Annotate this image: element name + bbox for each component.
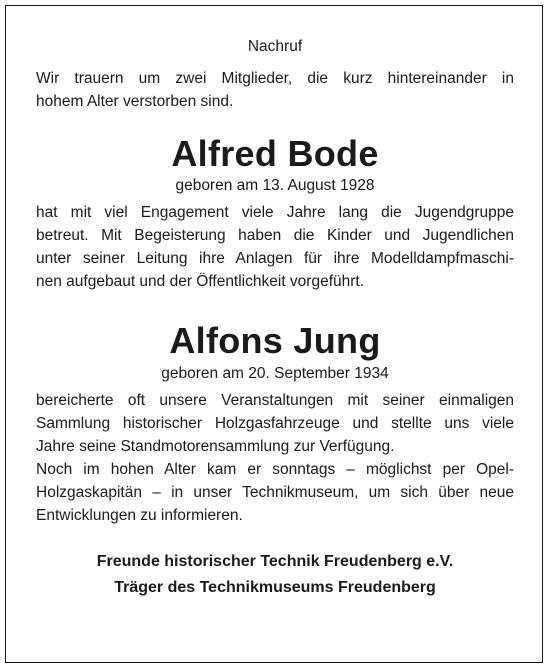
person2-line: Sammlung historischer Holzgasfahrzeuge und stellte uns viele <box>36 415 514 432</box>
person1-paragraph <box>36 201 514 293</box>
person2-name: Alfons Jung <box>169 320 381 361</box>
person2-line: Holzgaskapitän – in unser Technikmuseum, um sich über neue <box>36 484 514 501</box>
organization-name: Freunde historischer Technik Freudenberg e.V. <box>96 553 454 570</box>
person1-name: Alfred Bode <box>171 133 379 174</box>
intro-line: hohem Alter verstorben sind. <box>36 93 234 110</box>
person2-paragraph <box>36 389 514 527</box>
signature-block <box>36 549 514 601</box>
person1-line: hat mit viel Engagement viele Jahre lang die Jugendgruppe <box>36 204 514 221</box>
person2-line: bereicherte oft unsere Veranstaltungen mit seiner einmaligen <box>36 392 514 409</box>
person1-birthdate: geboren am 13. August 1928 <box>175 177 375 194</box>
person2-birthdate: geboren am 20. September 1934 <box>161 365 389 382</box>
obituary-heading: Nachruf <box>247 38 303 55</box>
person2-line: Noch im hohen Alter kam er sonntags – möglichst per Opel- <box>36 461 514 478</box>
person-section-1 <box>36 133 514 293</box>
person1-line: unter seiner Leitung ihre Anlagen für ihre Modelldampfmaschi- <box>36 250 514 267</box>
intro-paragraph <box>36 67 514 113</box>
person1-line: nen aufgebaut und der Öffentlichkeit vorgeführt. <box>36 273 365 290</box>
person-section-2 <box>36 320 514 527</box>
organization-subtitle: Träger des Technikmuseums Freudenberg <box>114 579 436 596</box>
person1-line: betreut. Mit Begeisterung haben die Kinder und Jugendlichen <box>36 227 514 244</box>
person2-line: Jahre seine Standmotorensammlung zur Verfügung. <box>36 438 395 455</box>
person2-line: Entwicklungen zu informieren. <box>36 507 243 524</box>
intro-line: Wir trauern um zwei Mitglieder, die kurz hintereinander in <box>36 70 514 87</box>
obituary-content <box>36 30 514 601</box>
